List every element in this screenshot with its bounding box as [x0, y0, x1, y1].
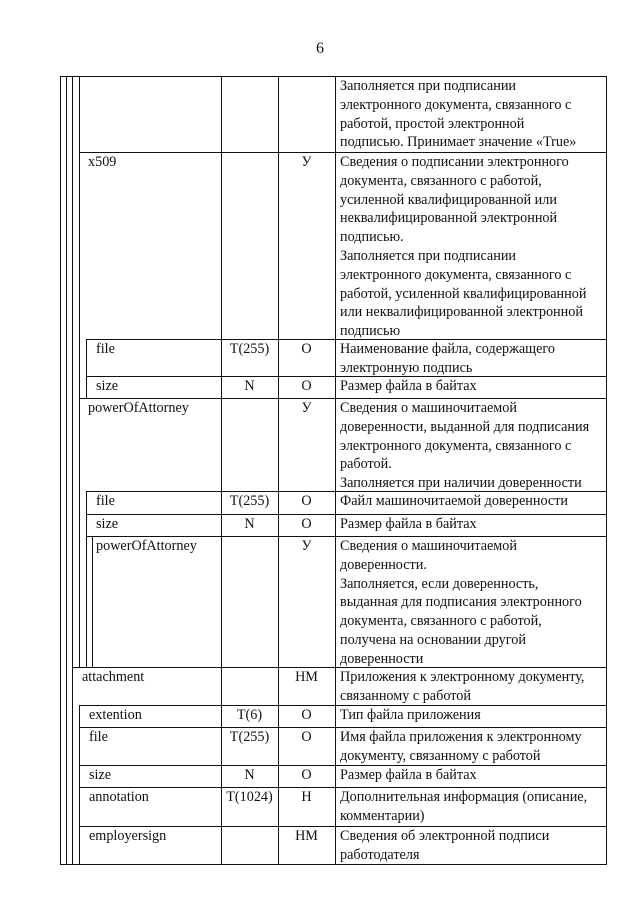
page-number: 6 — [316, 40, 324, 57]
row-description: Приложения к электронному документу, связанному с работой — [340, 669, 585, 704]
field-name: powerOfAttorney — [96, 538, 197, 554]
field-name: file — [96, 341, 115, 357]
nest-line — [86, 339, 87, 398]
field-name: employersign — [89, 828, 167, 844]
field-requirement: O — [301, 729, 312, 745]
row-description: Сведения о подписании электронного документа, связанного с работой, усиленной квалифицированной или неквалифицированной электронной подписью. Заполняется при подписании электронного документа, связанного с работой, усиленной квалифицированной или неквалифицированной электронной подписью — [340, 154, 587, 340]
row-description: Файл машиночитаемой доверенности — [340, 493, 568, 509]
nest-line — [66, 76, 67, 865]
field-format: T(6) — [236, 707, 263, 723]
field-requirement: O — [301, 378, 312, 394]
field-requirement: O — [301, 767, 312, 783]
row-description: Заполняется при подписании электронного документа, связанного с работой, простой электронной подписью. Принимает значение «True» — [340, 78, 577, 151]
field-format: T(255) — [229, 493, 270, 509]
field-name: file — [89, 729, 108, 745]
row-description: Размер файла в байтах — [340, 767, 477, 783]
field-name: attachment — [82, 669, 145, 685]
row-description: Сведения об электронной подписи работодателя — [340, 828, 550, 863]
nest-line — [60, 76, 61, 865]
field-name: size — [89, 767, 112, 783]
row-description: Размер файла в байтах — [340, 516, 477, 532]
field-format: N — [244, 378, 255, 394]
field-format: T(255) — [229, 729, 270, 745]
field-format: T(1024) — [226, 789, 273, 805]
field-format: T(255) — [229, 341, 270, 357]
field-requirement: НМ — [295, 669, 318, 685]
row-description: Дополнительная информация (описание, комментарии) — [340, 789, 588, 824]
field-name: extention — [89, 707, 142, 723]
field-requirement: O — [301, 707, 312, 723]
field-requirement: У — [301, 538, 312, 554]
field-name: powerOfAttorney — [88, 400, 189, 416]
field-requirement: O — [301, 516, 312, 532]
field-name: file — [96, 493, 115, 509]
row-description: Имя файла приложения к электронному документу, связанному с работой — [340, 729, 582, 764]
row-description: Наименование файла, содержащего электронную подпись — [340, 341, 555, 376]
field-requirement: У — [301, 154, 312, 170]
field-name: x509 — [88, 154, 117, 170]
nest-line — [79, 705, 80, 865]
nest-line — [72, 76, 73, 865]
row-description: Размер файла в байтах — [340, 378, 477, 394]
field-requirement: Н — [301, 789, 312, 805]
field-format: N — [244, 516, 255, 532]
nest-line — [79, 76, 80, 668]
field-requirement: O — [301, 341, 312, 357]
field-requirement: У — [301, 400, 312, 416]
row-description: Сведения о машиночитаемой доверенности, выданной для подписания электронного документа, связанного с работой. Заполняется при наличии доверенности — [340, 400, 590, 492]
row-description: Сведения о машиночитаемой доверенности. Заполняется, если доверенность, выданная для подписания электронного документа, связанного с работой, получена на основании другой доверенности — [340, 538, 582, 667]
field-name: annotation — [89, 789, 149, 805]
nest-line — [86, 491, 87, 668]
field-name: size — [96, 378, 119, 394]
field-name: size — [96, 516, 119, 532]
nest-line — [92, 536, 93, 668]
field-requirement: O — [301, 493, 312, 509]
field-format: N — [244, 767, 255, 783]
field-requirement: НМ — [295, 828, 318, 844]
column-divider — [335, 76, 336, 865]
column-divider — [606, 76, 607, 865]
row-description: Тип файла приложения — [340, 707, 481, 723]
